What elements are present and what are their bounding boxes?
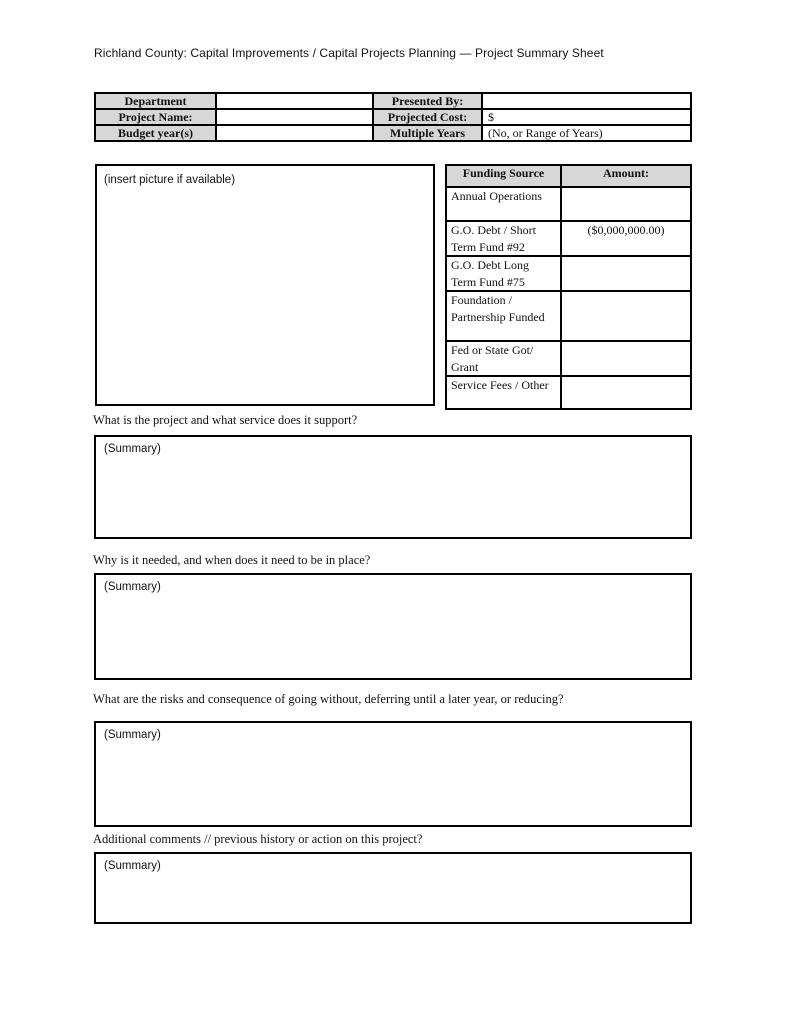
funding-row xyxy=(446,341,691,376)
funding-row xyxy=(446,221,691,256)
summary-placeholder: (Summary) xyxy=(104,860,161,872)
question-project-service: What is the project and what service does it support? xyxy=(93,413,358,427)
funding-amount-cell[interactable]: ($0,000,000.00) xyxy=(561,221,691,256)
funding-source-cell: Service Fees / Other xyxy=(446,376,561,409)
department-field[interactable] xyxy=(216,93,373,109)
budget-year-label: Budget year(s) xyxy=(95,125,216,141)
multiple-years-label: Multiple Years xyxy=(373,125,482,141)
question-additional-comments: Additional comments // previous history or action on this project? xyxy=(93,832,423,846)
projected-cost-field[interactable]: $ xyxy=(482,109,691,125)
funding-amount-cell[interactable] xyxy=(561,376,691,409)
funding-row xyxy=(446,187,691,221)
info-row-budget-year xyxy=(95,125,691,141)
page-title: Richland County: Capital Improvements / Capital Projects Planning — Project Summary Sheet xyxy=(94,46,604,60)
summary-placeholder: (Summary) xyxy=(104,443,161,455)
presented-by-label: Presented By: xyxy=(373,93,482,109)
summary-box-need-timing[interactable] xyxy=(94,573,692,680)
question-need-timing: Why is it needed, and when does it need to be in place? xyxy=(93,553,371,567)
funding-source-cell: Foundation / Partnership Funded xyxy=(446,291,561,341)
info-row-project-name xyxy=(95,109,691,125)
funding-amount-cell[interactable] xyxy=(561,291,691,341)
funding-row xyxy=(446,291,691,341)
question-risks: What are the risks and consequence of going without, deferring until a later year, or reducing? xyxy=(93,692,564,706)
funding-amount-cell[interactable] xyxy=(561,187,691,221)
info-row-department xyxy=(95,93,691,109)
funding-source-table xyxy=(445,164,692,410)
funding-row xyxy=(446,256,691,291)
funding-amount-cell[interactable] xyxy=(561,256,691,291)
funding-amount-cell[interactable] xyxy=(561,341,691,376)
multiple-years-field[interactable]: (No, or Range of Years) xyxy=(482,125,691,141)
projected-cost-label: Projected Cost: xyxy=(373,109,482,125)
department-label: Department xyxy=(95,93,216,109)
picture-placeholder-box[interactable] xyxy=(95,164,435,406)
summary-box-additional-comments[interactable] xyxy=(94,852,692,924)
summary-box-project-service[interactable] xyxy=(94,435,692,539)
funding-source-cell: G.O. Debt / Short Term Fund #92 xyxy=(446,221,561,256)
amount-header: Amount: xyxy=(561,165,691,187)
presented-by-field[interactable] xyxy=(482,93,691,109)
summary-box-risks[interactable] xyxy=(94,721,692,827)
project-name-label: Project Name: xyxy=(95,109,216,125)
funding-row xyxy=(446,376,691,409)
project-info-table xyxy=(94,92,692,142)
picture-placeholder-text: (insert picture if available) xyxy=(104,174,236,186)
summary-placeholder: (Summary) xyxy=(104,581,161,593)
funding-source-cell: Annual Operations xyxy=(446,187,561,221)
funding-source-cell: G.O. Debt Long Term Fund #75 xyxy=(446,256,561,291)
funding-source-cell: Fed or State Got/ Grant xyxy=(446,341,561,376)
budget-year-field[interactable] xyxy=(216,125,373,141)
summary-placeholder: (Summary) xyxy=(104,729,161,741)
project-name-field[interactable] xyxy=(216,109,373,125)
funding-source-header: Funding Source xyxy=(446,165,561,187)
funding-header-row xyxy=(446,165,691,187)
